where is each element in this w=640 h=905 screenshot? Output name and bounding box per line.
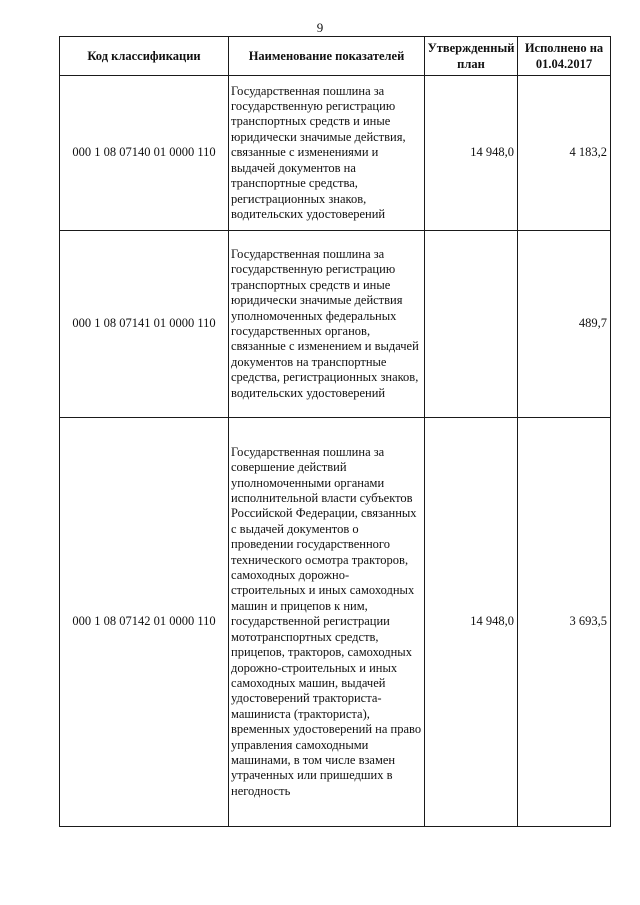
row-name: Государственная пошлина за совершение действий уполномоченными органами исполнительной власти субъектов Российской Федерации, связанных с выдачей документов о проведении государственного технического осмотра тракторов, самоходных дорожно-строительных и иных самоходных машин и прицепов к ним, государственной регистрации мототранспортных средств, прицепов, тракторов, самоходных дорожно-строительных и иных самоходных машин, выдачей удостоверений тракториста-машиниста (тракториста), временных удостоверений на право управления самоходными машинами, в том числе взамен утраченных или пришедших в негодность xyxy=(229,418,425,827)
table-header-row xyxy=(60,37,611,76)
table-row xyxy=(60,418,611,827)
row-executed: 3 693,5 xyxy=(518,418,611,827)
header-code: Код классификации xyxy=(60,37,229,76)
row-name: Государственная пошлина за государственную регистрацию транспортных средств и иные юридически значимые действия уполномоченных федеральных государственных органов, связанные с изменением и выдачей документов на транспортные средства, регистрационных знаков, водительских удостоверений xyxy=(229,231,425,418)
header-name: Наименование показателей xyxy=(229,37,425,76)
header-plan: Утвержденный план xyxy=(425,37,518,76)
row-executed: 489,7 xyxy=(518,231,611,418)
row-plan xyxy=(425,231,518,418)
row-plan: 14 948,0 xyxy=(425,76,518,231)
row-code: 000 1 08 07141 01 0000 110 xyxy=(60,231,229,418)
table-row xyxy=(60,231,611,418)
row-name: Государственная пошлина за государственную регистрацию транспортных средств и иные юридически значимые действия, связанные с изменениями и выдачей документов на транспортные средства, регистрационных знаков, водительских удостоверений xyxy=(229,76,425,231)
row-plan: 14 948,0 xyxy=(425,418,518,827)
row-code: 000 1 08 07140 01 0000 110 xyxy=(60,76,229,231)
row-executed: 4 183,2 xyxy=(518,76,611,231)
revenue-table xyxy=(59,36,611,827)
header-executed: Исполнено на 01.04.2017 xyxy=(518,37,611,76)
table-row xyxy=(60,76,611,231)
row-code: 000 1 08 07142 01 0000 110 xyxy=(60,418,229,827)
page-number: 9 xyxy=(316,20,324,35)
